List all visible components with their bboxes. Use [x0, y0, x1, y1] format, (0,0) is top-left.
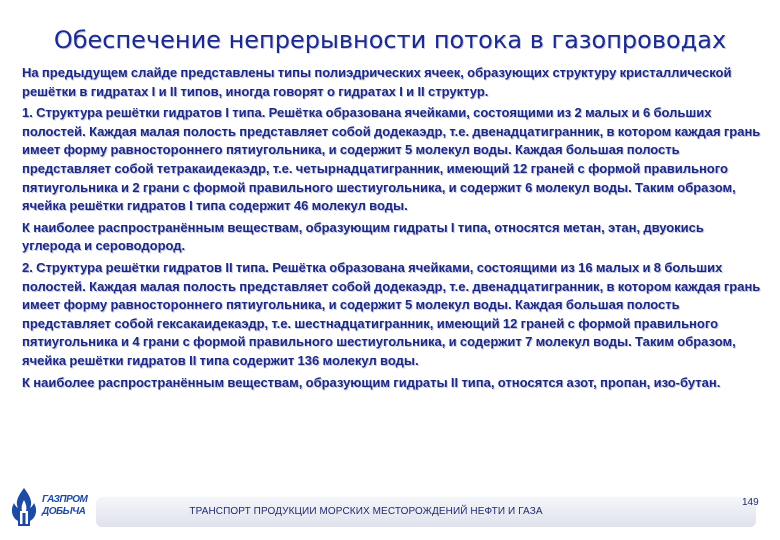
logo-line-1: ГАЗПРОМ — [42, 494, 88, 505]
slide-title: Обеспечение непрерывности потока в газопроводах — [53, 26, 727, 54]
logo-line-2: ДОБЫЧА — [42, 506, 86, 517]
slide-body — [22, 64, 762, 392]
paragraph-intro: На предыдущем слайде представлены типы полиэдрических ячеек, образующих структуру кристаллической решётки в гидратах I и II типов, иногда говорят о гидратах I и II структур. — [22, 65, 732, 99]
paragraph-type-1-substances: К наиболее распространённым веществам, образующим гидраты I типа, относятся метан, этан, двуокись углерода и сероводород. — [22, 219, 704, 254]
paragraph-type-2-structure: 2. Структура решётки гидратов II типа. Решётка образована ячейками, состоящими из 16 малых и 8 больших полостей. Каждая малая полость представляет собой додекаэдр, т.е. двенадцатигранник, в котором каждая грань имеет форму равностороннего пятиугольника, и содержит 5 молекул воды. Каждая большая полость представляет собой гексакаидекаэдр, т.е. шестнадцатигранник, имеющий 12 граней с формой правильного пятиугольника и 4 грани с формой правильного шестиугольника, и содержит 7 молекул воды. Таким образом, ячейка решётки гидратов II типа содержит 136 молекул воды. — [22, 259, 761, 368]
paragraph-type-1-structure: 1. Структура решётки гидратов I типа. Решётка образована ячейками, состоящими из 2 малых и 6 больших полостей. Каждая малая полость представляет собой додекаэдр, т.е. двенадцатигранник, в котором каждая грань имеет форму равностороннего пятиугольника, и содержит 5 молекул воды. Каждая большая полость представляет собой тетракаидекаэдр, т.е. четырнадцатигранник, имеющий 12 граней с формой правильного пятиугольника и 2 грани с формой правильного шестиугольника, и содержит 6 молекул воды. Таким образом, ячейка решётки гидратов I типа содержит 46 молекул воды. — [22, 105, 761, 214]
gazprom-flame-icon — [6, 486, 42, 528]
gazprom-logo — [6, 486, 92, 528]
footer-title: ТРАНСПОРТ ПРОДУКЦИИ МОРСКИХ МЕСТОРОЖДЕНИЙ НЕФТИ И ГАЗА — [189, 506, 543, 517]
paragraph-type-2-substances: К наиболее распространённым веществам, образующим гидраты II типа, относятся азот, пропан, изо-бутан. — [22, 374, 721, 390]
logo-wordmark — [42, 494, 92, 518]
page-number: 149 — [742, 497, 759, 508]
